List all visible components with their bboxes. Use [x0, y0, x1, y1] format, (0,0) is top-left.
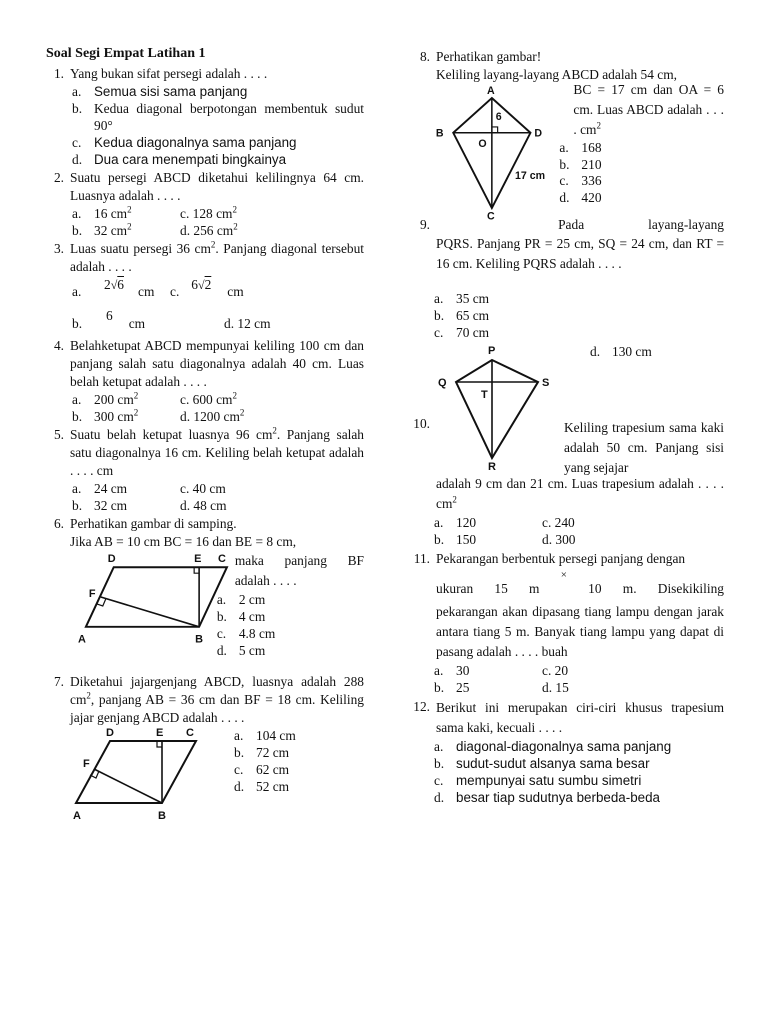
- question-text: ukuran 15 m × 10 m. Disekikiling: [436, 569, 724, 596]
- option-row: a. 30 c. 20: [434, 663, 569, 678]
- question-12-options: [434, 738, 724, 806]
- option-letter: a.: [72, 84, 82, 99]
- option: [72, 151, 364, 168]
- question-text: Pekarangan berbentuk persegi panjang dengan: [436, 551, 686, 566]
- option-row: [72, 497, 364, 514]
- vertex-label: C: [487, 210, 495, 223]
- option-letter: a.: [72, 283, 82, 299]
- option: d. 52 cm: [234, 779, 290, 794]
- option: c. 4.8 cm: [216, 626, 276, 641]
- option-text: c. 128 $cm^2$: [180, 204, 237, 221]
- option-letter: b.: [72, 316, 83, 331]
- question-4: [42, 337, 364, 391]
- option-text: Dua cara menempati bingkainya: [94, 152, 287, 167]
- option-letter: a.: [72, 206, 82, 221]
- vertex-label: D: [106, 727, 114, 739]
- option-row: [72, 276, 364, 306]
- question-10-body: [408, 474, 724, 514]
- vertex-label: B: [158, 810, 166, 822]
- question-6-line2: [42, 533, 364, 551]
- question-text: Pada layang-layang: [558, 217, 724, 232]
- option: a. 35 cm: [434, 291, 490, 306]
- question-8-side: [559, 80, 724, 224]
- question-9-body: [408, 234, 724, 274]
- option: [72, 100, 364, 134]
- option: a. 104 cm: [234, 728, 296, 743]
- question-number: 3.: [53, 241, 64, 256]
- vertex-label: A: [487, 85, 495, 98]
- question-6: [42, 515, 364, 533]
- option: c. mempunyai satu sumbu simetri: [434, 773, 642, 788]
- question-11-line2: [408, 568, 724, 598]
- question-7-options: [234, 727, 296, 823]
- question-text: Perhatikan gambar di samping.: [70, 516, 237, 531]
- option-text: 6√2: [191, 277, 212, 292]
- question-text: PQRS. Panjang PR = 25 cm, SQ = 24 cm, dan RT = 16 cm. Keliling PQRS adalah . . . .: [436, 236, 724, 271]
- question-text: Jika AB = 10 cm BC = 16 dan BE = 8 cm,: [70, 534, 297, 549]
- vertex-label: A: [73, 810, 81, 822]
- question-8-body: [432, 84, 724, 224]
- question-number: 9.: [419, 217, 430, 232]
- option-text: 200 $cm^2$: [94, 390, 139, 407]
- question-text: Luas suatu persegi 36 $cm^2$. Panjang diagonal tersebut adalah . . . .: [70, 239, 365, 274]
- option-text: 6: [106, 308, 113, 323]
- option-text: c. 40 cm: [180, 481, 226, 496]
- option-text: Kedua diagonalnya sama panjang: [94, 135, 297, 150]
- option-row: [72, 480, 364, 497]
- question-text: Keliling layang-layang ABCD adalah 54 cm,: [436, 67, 677, 82]
- option-text: Semua sisi sama panjang: [94, 84, 248, 99]
- option: d. 420: [559, 189, 602, 205]
- option: c. 62 cm: [234, 762, 290, 777]
- question-9-options: [434, 290, 724, 341]
- vertex-label: C: [217, 553, 226, 566]
- question-number: 7.: [53, 674, 64, 689]
- option: b. 72 cm: [234, 745, 290, 760]
- option-text: d. 48 cm: [180, 498, 227, 513]
- length-label: 6: [495, 111, 502, 124]
- question-number: 10.: [413, 416, 430, 431]
- question-number: 4.: [53, 338, 64, 353]
- vertex-label: B: [435, 127, 444, 140]
- question-10-block: [408, 346, 724, 478]
- question-12: [408, 698, 724, 738]
- vertex-label: F: [83, 758, 90, 770]
- option: b. 65 cm: [434, 308, 490, 323]
- option-text: c. 600 $cm^2$: [180, 390, 237, 407]
- length-label: 17 cm: [515, 170, 546, 183]
- question-text: Yang bukan sifat persegi adalah . . . .: [70, 66, 268, 81]
- option-text: 24 cm: [94, 481, 128, 496]
- option-text: 32 $cm^2$: [94, 221, 132, 238]
- question-number: 8.: [419, 49, 430, 64]
- vertex-label: A: [77, 633, 86, 646]
- option-row: a. 120 c. 240: [434, 515, 575, 530]
- parallelogram-figure: [70, 551, 237, 647]
- option-text: d. 1200 $cm^2$: [180, 407, 245, 424]
- question-text: pekarangan akan dipasang tiang lampu dengan jarak antara tiang 5 m. Banyak tiang lampu yang dapat di pasang adalah . . . . buah: [436, 604, 724, 659]
- question-5: [42, 426, 364, 480]
- vertex-label: D: [534, 127, 542, 140]
- option-letter: b.: [72, 101, 83, 116]
- question-number: 2.: [53, 170, 64, 185]
- question-text: Diketahui jajargenjang ABCD, luasnya adalah 288 $cm^2$, panjang AB = 36 cm dan BF = 18 cm. Keliling jajar genjang ABCD adalah . . . .: [70, 674, 364, 725]
- question-10-side: Keliling trapesium sama kaki adalah 50 cm. Panjang sisi yang sejajar: [564, 420, 724, 475]
- option-text: Kedua diagonal berpotongan membentuk sudut 90°: [94, 101, 364, 133]
- option-letter: b.: [72, 409, 83, 424]
- question-3: [42, 240, 364, 276]
- question-8: [408, 48, 724, 66]
- option-text: d. 256 $cm^2$: [180, 221, 238, 238]
- question-text: Suatu persegi ABCD diketahui kelilingnya 64 cm. Luasnya adalah . . . .: [70, 170, 364, 203]
- question-7: [42, 673, 364, 727]
- question-text: Belahketupat ABCD mempunyai keliling 100 cm dan panjang salah satu diagonalnya adalah 40 cm. Luas belah ketupat adalah . . . .: [70, 338, 364, 389]
- option: c. 336: [559, 173, 602, 188]
- option: a. 2 cm: [216, 592, 266, 607]
- vertex-label: R: [488, 461, 496, 470]
- option-text: d. 12 cm: [224, 316, 271, 331]
- option-text: 16 $cm^2$: [94, 204, 132, 221]
- option-row: [72, 205, 364, 222]
- option-text: 32 cm: [94, 498, 128, 513]
- unit-label: cm: [128, 316, 146, 331]
- question-number: 5.: [53, 427, 64, 442]
- left-column: [42, 44, 364, 823]
- option-row: b. 25 d. 15: [434, 680, 569, 695]
- option-letter: c.: [72, 135, 82, 150]
- question-number: 11.: [413, 551, 430, 566]
- option-row: [72, 306, 364, 332]
- question-7-body: [70, 727, 364, 823]
- question-6-side: [216, 551, 364, 659]
- option: b. 4 cm: [216, 609, 266, 624]
- option-text: 300 $cm^2$: [94, 407, 139, 424]
- vertex-label: D: [107, 553, 116, 566]
- vertex-label: T: [481, 389, 488, 401]
- option-text: 2√6: [104, 277, 124, 292]
- question-number: 1.: [53, 66, 64, 81]
- vertex-label: O: [478, 138, 487, 151]
- vertex-label: P: [488, 346, 496, 357]
- question-text: Suatu belah ketupat luasnya 96 $cm^2$. Panjang salah satu diagonalnya 16 cm. Keliling belah ketupat adalah . . . . cm: [70, 425, 364, 478]
- question-text: Perhatikan gambar!: [436, 49, 542, 64]
- option: b. 210: [559, 156, 602, 172]
- option-row: [72, 408, 364, 425]
- question-text: BC = 17 cm dan OA = 6 cm. Luas ABCD adalah . . . . $cm^2$: [573, 82, 724, 137]
- vertex-label: S: [542, 377, 550, 389]
- option: [72, 83, 364, 100]
- option-row: [72, 391, 364, 408]
- question-text: adalah 9 cm dan 21 cm. Luas trapesium adalah . . . . $cm^2$: [436, 476, 724, 511]
- worksheet-title: Soal Segi Empat Latihan 1: [46, 46, 206, 61]
- question-2: [42, 169, 364, 205]
- option-row: [72, 222, 364, 239]
- vertex-label: C: [186, 727, 194, 739]
- option-letter: d.: [72, 152, 83, 167]
- parallelogram-figure: [70, 727, 238, 823]
- right-column: [408, 48, 724, 806]
- question-11-body: [408, 602, 724, 662]
- option: d. 130 cm: [590, 344, 652, 359]
- option: a. diagonal-diagonalnya sama panjang: [434, 739, 672, 754]
- vertex-label: E: [156, 727, 164, 739]
- unit-label: cm: [227, 283, 244, 299]
- question-text: maka panjang BF adalah . . . .: [234, 553, 364, 588]
- option: b. sudut-sudut alsanya sama besar: [434, 756, 650, 771]
- option-letter: a.: [72, 392, 82, 407]
- option-letter: a.: [72, 481, 82, 496]
- option: d. besar tiap sudutnya berbeda-beda: [434, 790, 660, 805]
- option: d. 5 cm: [216, 643, 266, 658]
- option: c. 70 cm: [434, 325, 490, 340]
- question-9: [408, 216, 724, 234]
- question-1-options: [72, 83, 364, 168]
- question-number: 12.: [413, 699, 430, 714]
- kite-figure-pqrs: [436, 346, 560, 470]
- question-number: 6.: [53, 516, 64, 531]
- vertex-label: E: [194, 553, 202, 566]
- kite-figure: [432, 84, 559, 224]
- option-letter: c.: [170, 283, 180, 299]
- option-row: b. 150 d. 300: [434, 532, 576, 547]
- question-text: Berikut ini merupakan ciri-ciri khusus trapesium sama kaki, kecuali . . . .: [436, 700, 724, 735]
- option-letter: b.: [72, 498, 83, 513]
- question-6-body: [70, 551, 364, 659]
- vertex-label: Q: [438, 377, 447, 389]
- option-letter: b.: [72, 223, 83, 238]
- unit-label: cm: [138, 283, 155, 299]
- vertex-label: B: [195, 633, 204, 646]
- option: a. 168: [559, 140, 602, 155]
- option: [72, 134, 364, 151]
- vertex-label: F: [88, 588, 96, 601]
- question-1: [42, 65, 364, 83]
